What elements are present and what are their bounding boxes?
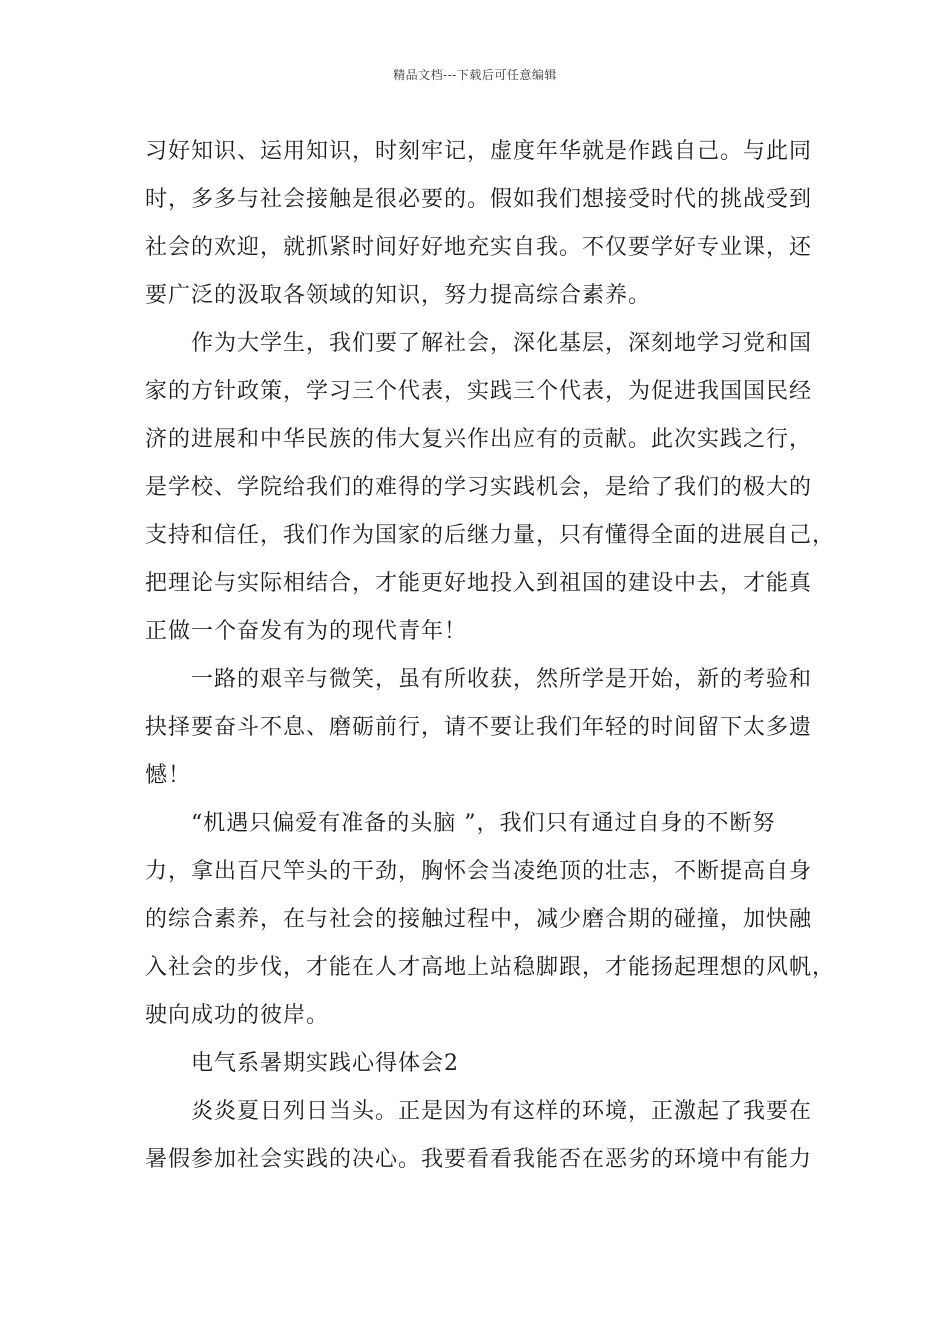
paragraph-start-line: 作为大学生，我们要了解社会，深化基层，深刻地学习党和国: [191, 331, 813, 356]
text-line: 入社会的步伐，才能在人才高地上站稳脚跟，才能扬起理想的风帆，: [145, 955, 836, 980]
section-heading: 电气系暑期实践心得体会2: [191, 1051, 459, 1076]
text-line: 的综合素养，在与社会的接触过程中，减少磨合期的碰撞，加快融: [145, 907, 813, 932]
text-line: 力，拿出百尺竿头的干劲，胸怀会当凌绝顶的壮志，不断提高自身: [145, 859, 813, 884]
text-line: 要广泛的汲取各领域的知识，努力提高综合素养。: [145, 283, 652, 308]
text-line: 济的进展和中华民族的伟大复兴作出应有的贡献。此次实践之行，: [145, 427, 813, 452]
text-line: 把理论与实际相结合，才能更好地投入到祖国的建设中去，才能真: [145, 571, 813, 596]
text-line: 是学校、学院给我们的难得的学习实践机会，是给了我们的极大的: [145, 475, 813, 500]
text-line: 憾！: [145, 763, 192, 788]
document-body: [145, 128, 836, 1184]
text-line: 时，多多与社会接触是很必要的。假如我们想接受时代的挑战受到: [145, 187, 813, 212]
text-line: 家的方针政策，学习三个代表，实践三个代表，为促进我国国民经: [145, 379, 813, 404]
text-line: 社会的欢迎，就抓紧时间好好地充实自我。不仅要学好专业课，还: [145, 235, 813, 260]
text-line: 习好知识、运用知识，时刻牢记，虚度年华就是作践自己。与此同: [145, 139, 813, 164]
paragraph-start-line: “机遇只偏爱有准备的头脑 ”，我们只有通过自身的不断努: [191, 811, 776, 836]
paragraph-start-line: 一路的艰辛与微笑，虽有所收获，然所学是开始，新的考验和: [191, 667, 813, 692]
paragraph-start-line: 炎炎夏日列日当头。正是因为有这样的环境，正激起了我要在: [191, 1099, 813, 1124]
text-line: 正做一个奋发有为的现代青年！: [145, 619, 468, 644]
text-line: 抉择要奋斗不息、磨砺前行，请不要让我们年轻的时间留下太多遗: [145, 715, 813, 740]
text-line: 暑假参加社会实践的决心。我要看看我能否在恶劣的环境中有能力: [145, 1147, 813, 1172]
text-line: 支持和信任，我们作为国家的后继力量，只有懂得全面的进展自己，: [145, 523, 836, 548]
page-header: 精品文档---下载后可任意编辑: [393, 68, 557, 82]
text-line: 驶向成功的彼岸。: [145, 1003, 330, 1028]
